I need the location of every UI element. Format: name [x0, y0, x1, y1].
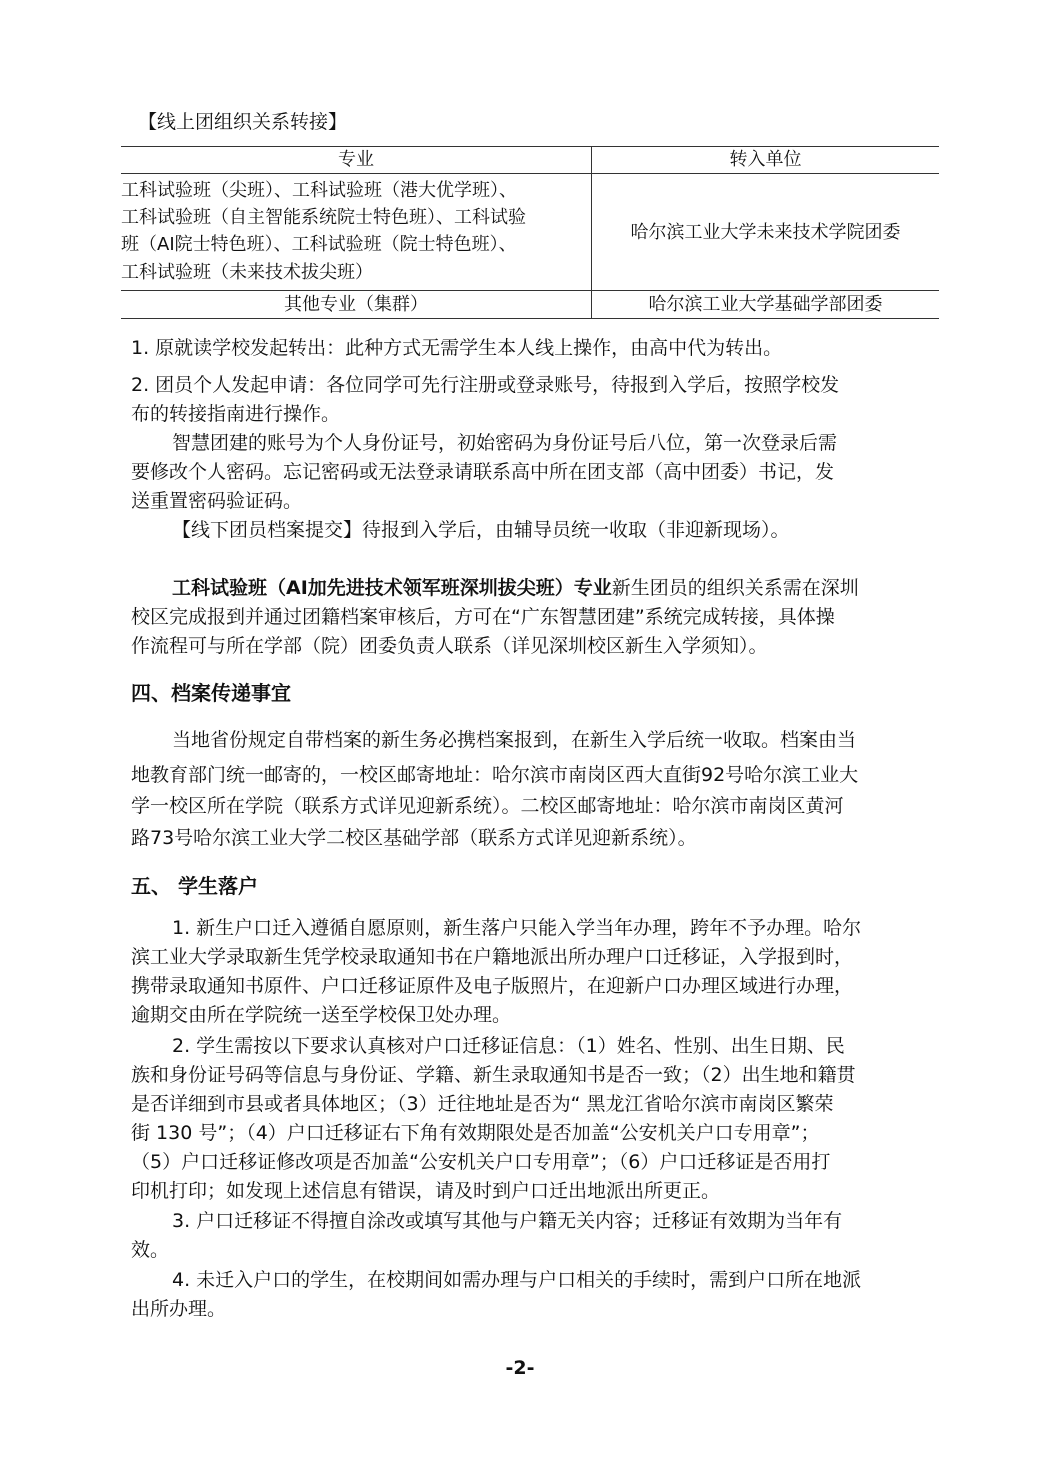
paragraph-line: 作流程可与所在学部（院）团委负责人联系（详见深圳校区新生入学须知）。	[131, 635, 768, 657]
paragraph-line: 2. 团员个人发起申请：各位同学可先行注册或登录账号，待报到入学后，按照学校发	[131, 374, 840, 396]
table-row1-major-line: 班（AI院士特色班）、工科试验班（院士特色班）、	[121, 234, 517, 255]
paragraph-line: 地教育部门统一邮寄的，一校区邮寄地址：哈尔滨市南岗区西大直街92号哈尔滨工业大	[131, 764, 859, 786]
table-row2-unit: 哈尔滨工业大学基础学部团委	[648, 294, 883, 315]
paragraph-line: 要修改个人密码。忘记密码或无法登录请联系高中所在团支部（高中团委）书记，发	[131, 461, 835, 483]
online-transfer-title: 【线上团组织关系转接】	[138, 111, 348, 133]
paragraph-line: 1. 原就读学校发起转出：此种方式无需学生本人线上操作，由高中代为转出。	[131, 337, 783, 359]
paragraph-line: 族和身份证号码等信息与身份证、学籍、新生录取通知书是否一致；（2）出生地和籍贯	[131, 1064, 856, 1086]
paragraph-line: 街 130 号”；（4）户口迁移证右下角有效期限处是否加盖“公安机关户口专用章”；	[131, 1122, 820, 1144]
paragraph-text: 新生团员的组织关系需在深圳	[611, 577, 859, 599]
paragraph-line: （5）户口迁移证修改项是否加盖“公安机关户口专用章”；（6）户口迁移证是否用打	[131, 1151, 831, 1173]
table-top-rule	[121, 146, 939, 147]
paragraph-line: 校区完成报到并通过团籍档案审核后，方可在“广东智慧团建”系统完成转接，具体操	[131, 606, 835, 628]
table-row1-major-line: 工科试验班（自主智能系统院士特色班）、工科试验	[121, 207, 526, 228]
section-heading: 四、档案传递事宜	[131, 681, 291, 705]
paragraph-line: 布的转接指南进行操作。	[131, 403, 341, 425]
paragraph-line: 出所办理。	[131, 1298, 227, 1320]
paragraph-line: 是否详细到市县或者具体地区；（3）迁往地址是否为“ 黑龙江省哈尔滨市南岗区繁荣	[131, 1093, 834, 1115]
paragraph-line: 1. 新生户口迁入遵循自愿原则，新生落户只能入学当年办理，跨年不予办理。哈尔	[172, 917, 862, 939]
paragraph-line: 智慧团建的账号为个人身份证号，初始密码为身份证号后八位，第一次登录后需	[172, 432, 838, 454]
table-row2-major: 其他专业（集群）	[284, 294, 428, 315]
paragraph-line: 滨工业大学录取新生凭学校录取通知书在户籍地派出所办理户口迁移证，入学报到时，	[131, 946, 854, 968]
paragraph-line: 效。	[131, 1239, 170, 1261]
paragraph-line	[172, 576, 859, 600]
paragraph-line: 当地省份规定自带档案的新生务必携档案报到，在新生入学后统一收取。档案由当	[172, 729, 857, 751]
paragraph-line: 印机打印；如发现上述信息有错误，请及时到户口迁出地派出所更正。	[131, 1180, 721, 1202]
table-bottom-rule	[121, 318, 939, 319]
table-row1-major-line: 工科试验班（尖班）、工科试验班（港大优学班）、	[121, 180, 517, 201]
paragraph-line: 逾期交由所在学院统一送至学校保卫处办理。	[131, 1004, 512, 1026]
paragraph-line: 4. 未迁入户口的学生，在校期间如需办理与户口相关的手续时，需到户口所在地派	[172, 1269, 862, 1291]
bold-class-name: 工科试验班（AI加先进技术领军班深圳拔尖班）专业	[172, 577, 612, 599]
paragraph-line: 送重置密码验证码。	[131, 490, 303, 512]
transfer-table	[121, 146, 939, 319]
table-header-unit: 转入单位	[729, 149, 802, 170]
paragraph-line: 【线下团员档案提交】待报到入学后，由辅导员统一收取（非迎新现场）。	[172, 519, 790, 541]
table-row1-unit: 哈尔滨工业大学未来技术学院团委	[630, 222, 901, 243]
page-number: -2-	[505, 1357, 535, 1379]
paragraph-line: 携带录取通知书原件、户口迁移证原件及电子版照片，在迎新户口办理区域进行办理，	[131, 975, 854, 997]
table-header-major: 专业	[338, 149, 374, 170]
table-row1-major-line: 工科试验班（未来技术拔尖班）	[121, 262, 373, 283]
table-row-rule	[121, 290, 939, 291]
paragraph-line: 路73号哈尔滨工业大学二校区基础学部（联系方式详见迎新系统）。	[131, 827, 697, 849]
paragraph-line: 3. 户口迁移证不得擅自涂改或填写其他与户籍无关内容；迁移证有效期为当年有	[172, 1210, 843, 1232]
paragraph-line: 2. 学生需按以下要求认真核对户口迁移证信息：（1）姓名、性别、出生日期、民	[172, 1035, 845, 1057]
paragraph-line: 学一校区所在学院（联系方式详见迎新系统）。二校区邮寄地址：哈尔滨市南岗区黄河	[131, 795, 844, 817]
section-heading: 五、 学生落户	[131, 874, 258, 898]
table-header-rule	[121, 173, 939, 174]
